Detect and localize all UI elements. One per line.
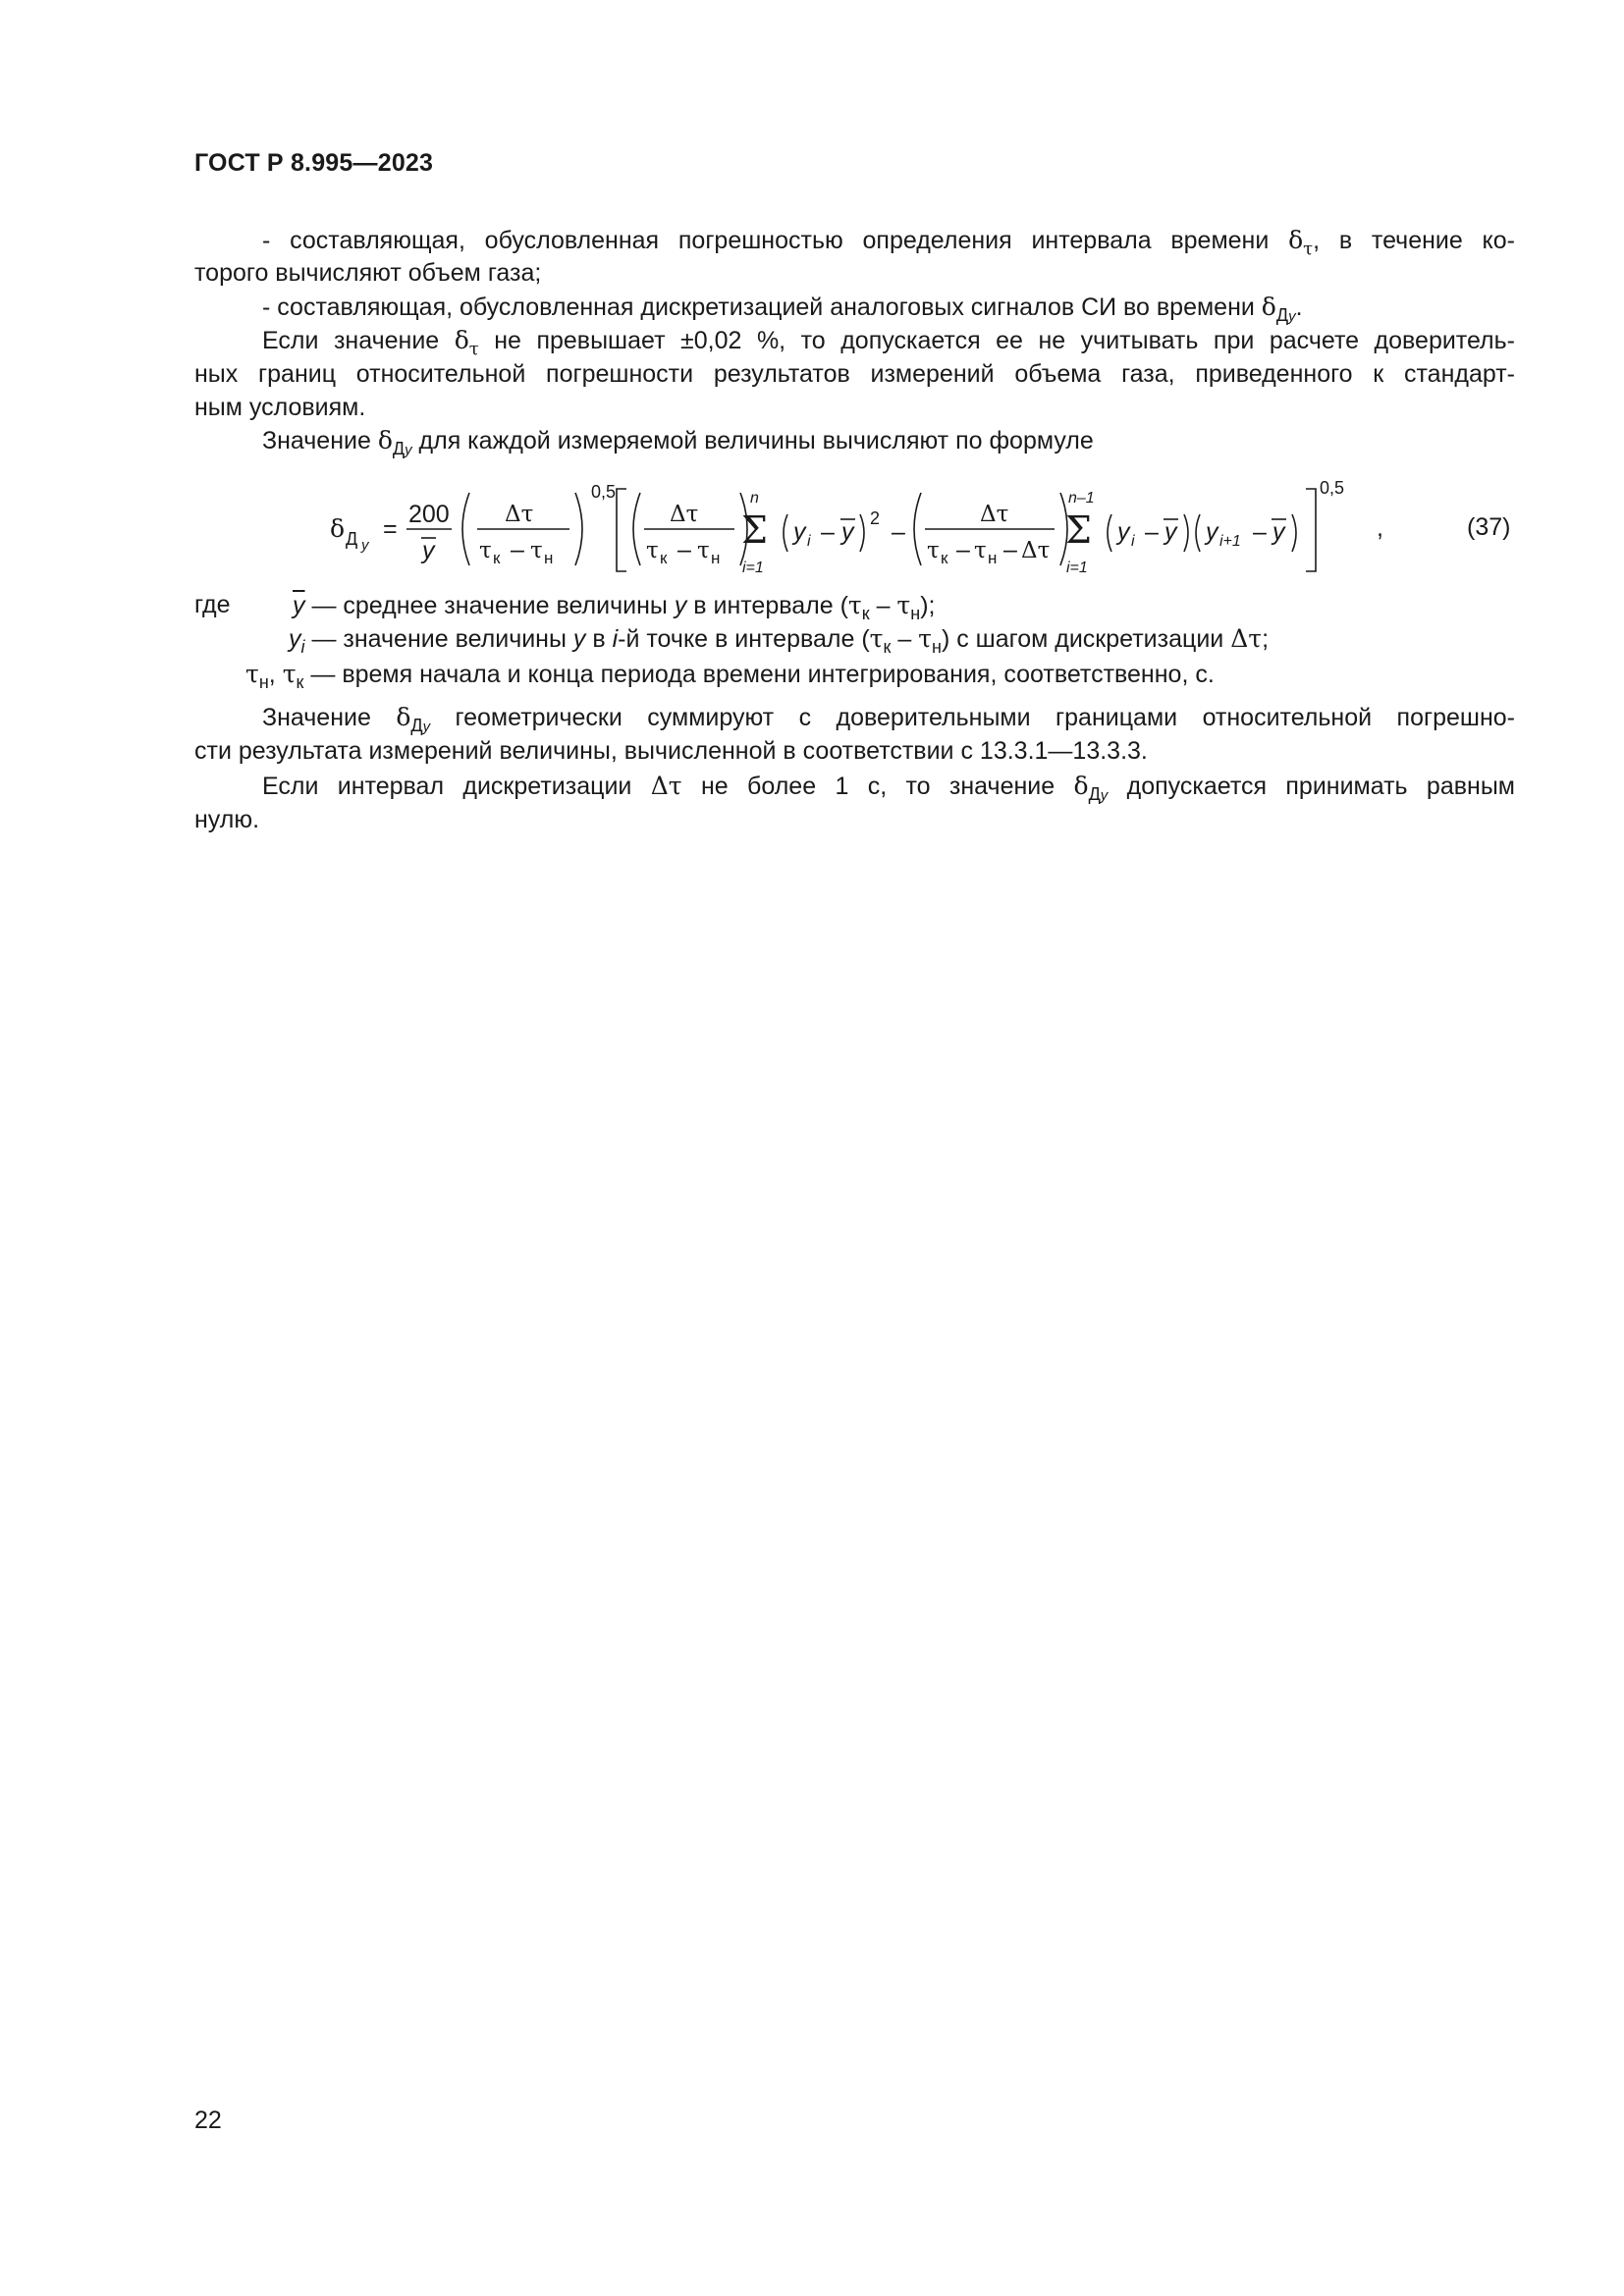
svg-text:y: y (1206, 518, 1218, 546)
svg-text:–: – (956, 536, 970, 563)
paragraph-6-line-1: Если интервал дискретизации Δτ не более 1 с, то значение $\delta_{Дy}$ допускается принимать равным (262, 772, 1515, 804)
paragraph-1-line-2: торого вычисляют объем газа; (194, 259, 542, 287)
formula-dtau-1: Δτ (505, 502, 534, 527)
svg-text:τ: τ (927, 538, 940, 563)
paragraph-5-line-2: сти результата измерений величины, вычисленной в соответствии с 13.3.1—13.3.3. (194, 737, 1148, 765)
definition-yi: $y_i$ — значение величины y в i-й точке в интервале $(\tau_к - \tau_н)$ с шагом дискретизации Δτ; (289, 624, 1270, 657)
svg-text:н: н (988, 549, 998, 567)
svg-text:–: – (892, 518, 905, 546)
svg-text:i+1: i+1 (1219, 533, 1241, 550)
formula-dtau-3: Δτ (980, 502, 1009, 527)
svg-text:τ: τ (479, 538, 492, 563)
definition-ybar: $\overline{y}$ — среднее значение величины y в интервале $(\tau_к - \tau_н)$; (293, 591, 936, 623)
svg-text:н: н (711, 549, 721, 567)
paragraph-3-line-1: Если значение $\delta_\tau$ не превышает ±0,02 %, то допускается ее не учитывать при расчете доверитель- (262, 326, 1515, 359)
formula-sum2-lower: i=1 (1066, 560, 1088, 576)
svg-text:–: – (1253, 518, 1267, 546)
svg-text:–: – (1003, 536, 1017, 563)
svg-text:к: к (941, 549, 948, 567)
svg-text:к: к (493, 549, 501, 567)
svg-text:y: y (841, 518, 854, 546)
document-header: ГОСТ Р 8.995—2023 (194, 149, 434, 177)
page-number: 22 (194, 2107, 222, 2134)
svg-text:–: – (821, 518, 835, 546)
svg-text:к: к (660, 549, 668, 567)
svg-text:y: y (793, 518, 806, 546)
paragraph-3-line-3: ным условиям. (194, 394, 366, 421)
svg-text:y: y (1272, 518, 1285, 546)
formula-dtau-2: Δτ (670, 502, 699, 527)
svg-text:τ: τ (697, 538, 710, 563)
svg-text:τ: τ (646, 538, 659, 563)
svg-text:i: i (807, 533, 811, 550)
formula-ybar: y (422, 537, 435, 564)
formula-exponent-2: 0,5 (1320, 479, 1345, 498)
formula-sum1-upper: n (750, 490, 759, 507)
svg-text:i: i (1131, 533, 1135, 550)
formula-sum2-sign: Σ (1065, 508, 1092, 552)
formula-sum2-upper: n–1 (1068, 490, 1095, 507)
formula-37 (324, 479, 1414, 587)
formula-sum1-sign: Σ (741, 508, 768, 552)
svg-text:,: , (1377, 514, 1383, 542)
formula-sub-y: y (361, 537, 369, 554)
svg-text:2: 2 (870, 508, 881, 528)
formula-delta-symbol: δ (330, 514, 346, 543)
where-label: где (194, 591, 231, 618)
svg-text:y: y (1117, 518, 1130, 546)
formula-sum1-lower: i=1 (742, 560, 764, 576)
svg-text:–: – (677, 536, 691, 563)
svg-text:н: н (544, 549, 554, 567)
definition-tau: $\tau_н$, $\tau_к$ — время начала и конца периода времени интегрирования, соответственно, с. (245, 660, 1215, 692)
paragraph-5-line-1: Значение $\delta_{Дy}$ геометрически суммируют с доверительными границами относительной погрешно- (262, 703, 1515, 735)
svg-text:y: y (1164, 518, 1177, 546)
svg-text:τ: τ (974, 538, 987, 563)
paragraph-6-line-2: нулю. (194, 806, 260, 833)
formula-coefficient: 200 (408, 501, 450, 528)
formula-exponent-1: 0,5 (591, 482, 617, 502)
paragraph-3-line-2: ных границ относительной погрешности результатов измерений объема газа, приведенного к стандарт- (194, 360, 1515, 388)
formula-sub-D: Д (346, 529, 358, 549)
formula-equals: = (383, 515, 398, 543)
paragraph-4: Значение $\delta_{Дy}$ для каждой измеряемой величины вычисляют по формуле (262, 426, 1094, 458)
svg-text:–: – (1145, 518, 1159, 546)
svg-text:Δτ: Δτ (1021, 538, 1051, 563)
paragraph-2: - составляющая, обусловленная дискретизацией аналоговых сигналов СИ во времени $\delta_{Дy}$. (262, 293, 1303, 325)
svg-text:τ: τ (530, 538, 543, 563)
paragraph-1-line-1: - составляющая, обусловленная погрешностью определения интервала времени $\delta_\tau$, в течение ко- (262, 226, 1515, 259)
svg-text:–: – (511, 536, 524, 563)
equation-number: (37) (1467, 513, 1511, 541)
